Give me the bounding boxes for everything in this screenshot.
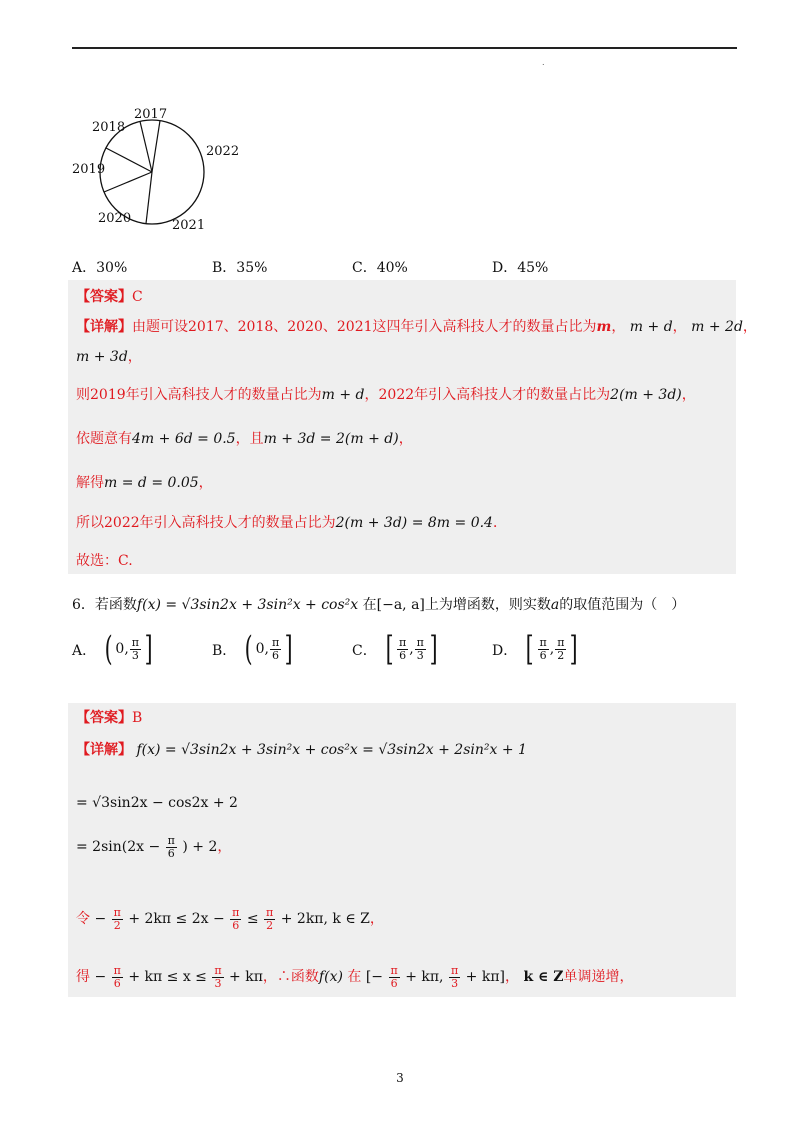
q5-detail-line5: 解得m = d = 0.05， (76, 475, 213, 491)
pie-label-2020: 2020 (98, 211, 132, 226)
pie-label-2021: 2021 (172, 218, 206, 233)
pie-divider-2017-2018 (140, 121, 152, 172)
pie-figure (68, 100, 268, 240)
q5-choice-c: C．40% (352, 260, 408, 276)
pie-label-2019: 2019 (72, 162, 106, 177)
q6-detail-line3: = 2sin(2x − $\frac{\pi}{6}$ ) + 2， (76, 834, 232, 860)
q5-detail-line3: 则2019年引入高科技人才的数量占比为m + d，2022年引入高科技人才的数量占比为2(m + 3d)， (76, 387, 696, 403)
q5-detail-line4: 依题意有4m + 6d = 0.5，且m + 3d = 2(m + d)， (76, 431, 413, 447)
q5-detail-line6: 所以2022年引入高科技人才的数量占比为2(m + 3d) = 8m = 0.4． (76, 515, 507, 531)
q5-answer-block (68, 280, 757, 574)
top-rule (72, 47, 737, 49)
pie-divider-2019-2020 (104, 172, 152, 192)
q6-option-b: B． ( 0 , $\frac{\pi}{6}$ ] (212, 629, 293, 669)
q6-option-d: D． [ $\frac{\pi}{6}$ , $\frac{\pi}{2}$ ] (492, 629, 579, 669)
q5-detail-line2: m + 3d， (76, 349, 142, 365)
q5-detail-line7: 故选：C. (76, 553, 133, 569)
q5-choice-d: D．45% (492, 260, 549, 276)
q6-detail-line5: 得 − $\frac{\pi}{6}$ + kπ ≤ x ≤ $\frac{\pi}{3}$ + kπ，∴函数f(x) 在 [− $\frac{\pi}{6}$ + kπ, $\frac{\pi}{3}$ + kπ]， k ∈ Z单调递增， (76, 964, 634, 990)
pie-label-2018: 2018 (92, 120, 126, 135)
q6-options (72, 629, 712, 682)
q6-detail-line1: 【详解】 f(x) = √3sin2x + 3sin²x + cos²x = √3sin2x + 2sin²x + 1 (76, 742, 527, 758)
header-dot: . (542, 58, 545, 67)
q6-option-a: A． ( 0 , $\frac{\pi}{3}$ ] (72, 629, 153, 669)
q6-detail-line2: = √3sin2x − cos2x + 2 (76, 795, 238, 811)
q6-option-c: C． [ $\frac{\pi}{6}$ , $\frac{\pi}{3}$ ] (352, 629, 438, 669)
q5-answer-line: 【答案】C (76, 289, 143, 305)
pie-label-2017: 2017 (134, 107, 168, 122)
pie-divider-2020-2021 (146, 172, 152, 224)
q5-detail-line1: 【详解】由题可设2017、2018、2020、2021这四年引入高科技人才的数量占比为m， m + d， m + 2d， (76, 319, 757, 335)
pie-divider-2018-2019 (106, 148, 152, 172)
q6-answer-block (68, 703, 736, 997)
q6-question: 6．若函数f(x) = √3sin2x + 3sin²x + cos²x 在[−a, a]上为增函数，则实数a的取值范围为（ ） (72, 597, 686, 613)
q5-choice-b: B．35% (212, 260, 268, 276)
q6-detail-line4: 令 − $\frac{\pi}{2}$ + 2kπ ≤ 2x − $\frac{\pi}{6}$ ≤ $\frac{\pi}{2}$ + 2kπ, k ∈ Z， (76, 906, 384, 932)
pie-label-2022: 2022 (206, 144, 240, 159)
q5-choices (72, 257, 692, 277)
pie-divider-2017-2022 (152, 121, 160, 172)
page-number: 3 (396, 1071, 404, 1085)
q6-answer-line: 【答案】B (76, 710, 143, 726)
q5-choice-a: A．30% (72, 260, 128, 276)
